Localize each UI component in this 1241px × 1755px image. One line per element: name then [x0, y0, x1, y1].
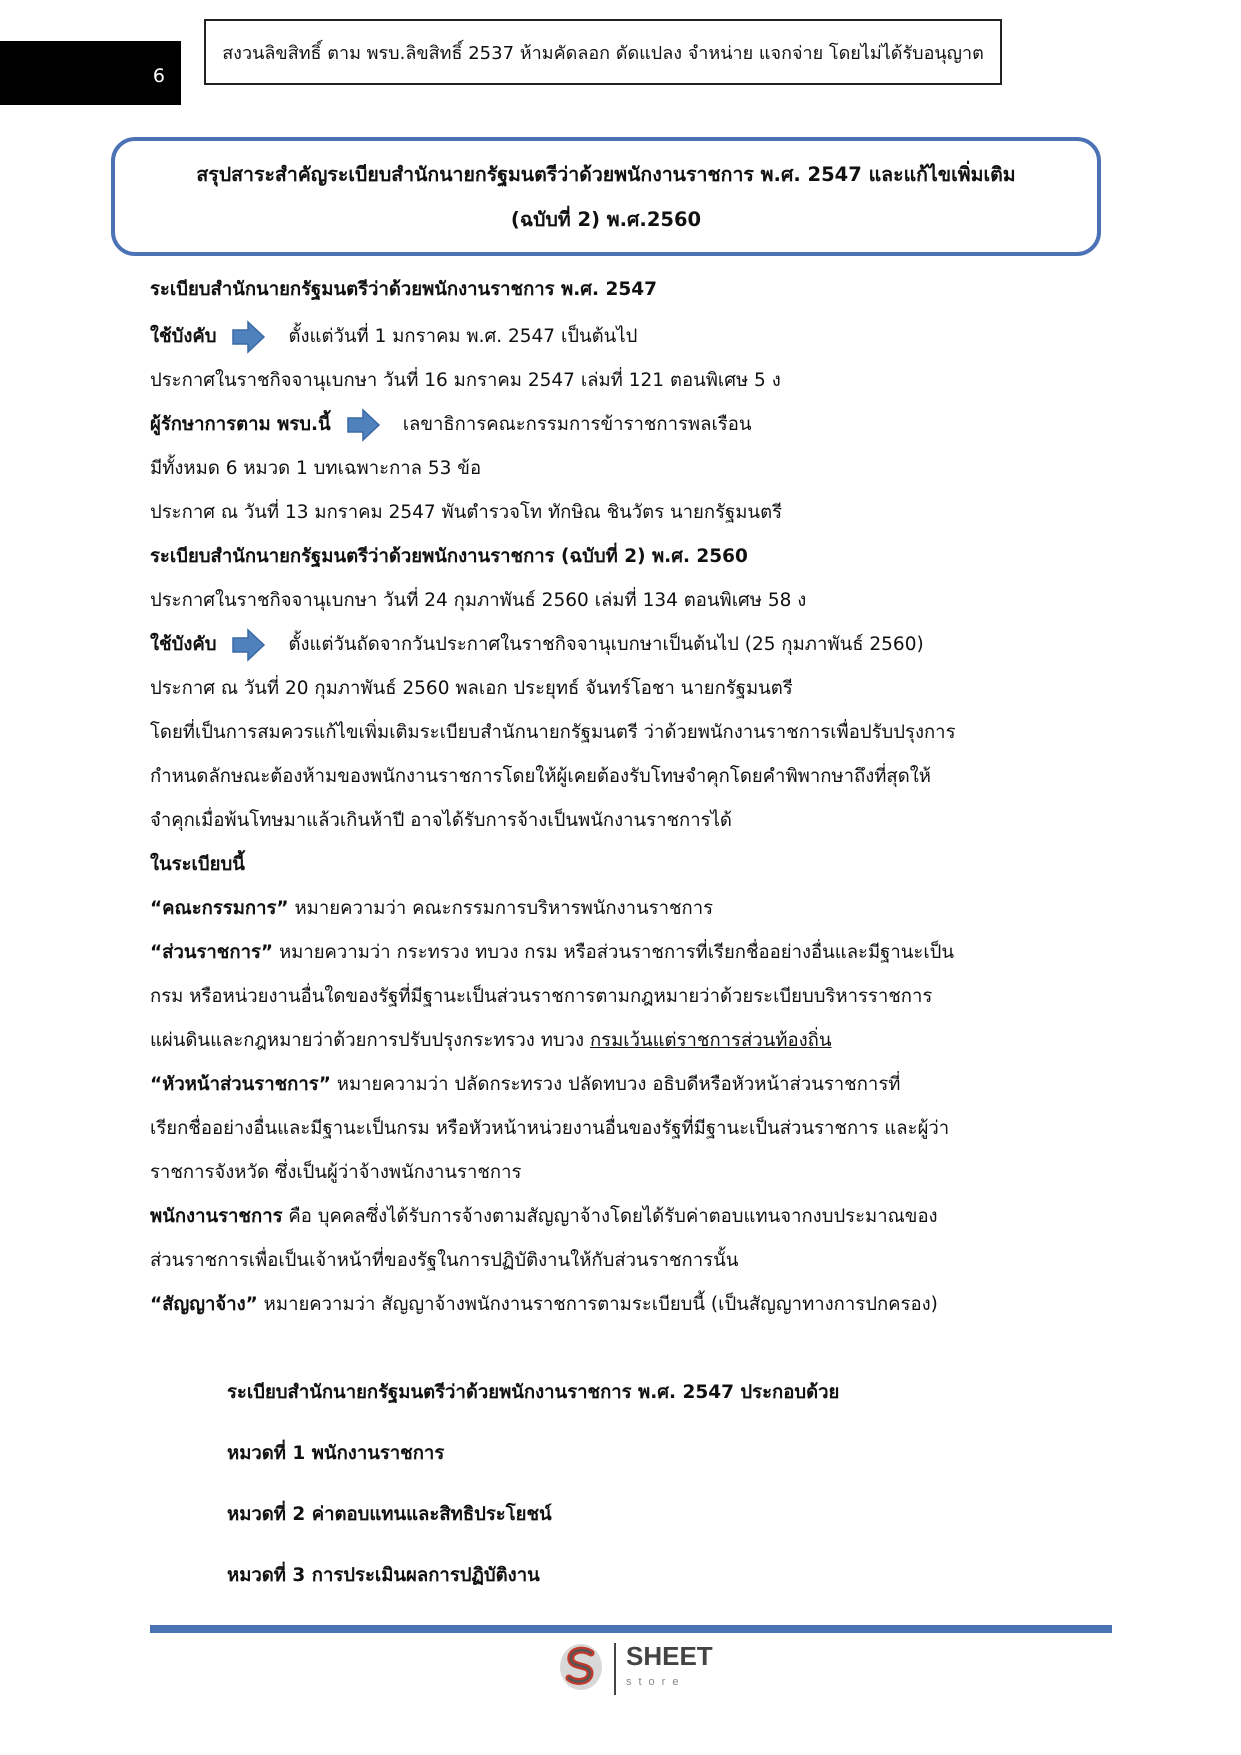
definition-head-cont-1: เรียกชื่ออย่างอื่นและมีฐานะเป็นกรม หรือหัวหน้าหน่วยงานอื่นของรัฐที่มีฐานะเป็นส่วนราชการ และผู้ว่า — [150, 1118, 950, 1139]
caretaker-label: ผู้รักษาการตาม พรบ.นี้ — [150, 414, 331, 435]
definition-head — [150, 1063, 1090, 1107]
section-item: หมวดที่ 2 ค่าตอบแทนและสิทธิประโยชน์ — [227, 1504, 552, 1525]
definition-agency-cont-1: กรม หรือหน่วยงานอื่นใดของรัฐที่มีฐานะเป็นส่วนราชการตามกฎหมายว่าด้วยระเบียบบริหารราชการ — [150, 986, 933, 1007]
definition-term: “สัญญาจ้าง” — [150, 1294, 258, 1315]
effective-2547-value: ตั้งแต่วันที่ 1 มกราคม พ.ศ. 2547 เป็นต้นไป — [288, 326, 638, 347]
definition-agency-cont-2 — [150, 1019, 1090, 1063]
structure-line: มีทั้งหมด 6 หมวด 1 บทเฉพาะกาล 53 ข้อ — [150, 458, 482, 479]
title-line-1: สรุปสาระสำคัญระเบียบสำนักนายกรัฐมนตรีว่าด้วยพนักงานราชการ พ.ศ. 2547 และแก้ไขเพิ่มเติม — [196, 162, 1016, 186]
definition-text: คือ บุคคลซึ่งได้รับการจ้างตามสัญญาจ้างโดยได้รับค่าตอบแทนจากงบประมาณของ — [282, 1206, 938, 1227]
section-item: หมวดที่ 1 พนักงานราชการ — [227, 1443, 445, 1464]
sections-intro: ระเบียบสำนักนายกรัฐมนตรีว่าด้วยพนักงานราชการ พ.ศ. 2547 ประกอบด้วย — [227, 1382, 840, 1403]
document-body — [150, 268, 1090, 1327]
effective-label: ใช้บังคับ — [150, 634, 217, 655]
definition-text: แผ่นดินและกฎหมายว่าด้วยการปรับปรุงกระทรวง ทบวง — [150, 1030, 590, 1051]
effective-label: ใช้บังคับ — [150, 326, 217, 347]
definition-term: “หัวหน้าส่วนราชการ” — [150, 1074, 331, 1095]
title-box — [111, 137, 1101, 256]
effective-2560-line — [150, 623, 1090, 667]
reason-line-2: กำหนดลักษณะต้องห้ามของพนักงานราชการโดยให้ผู้เคยต้องรับโทษจำคุกโดยคำพิพากษาถึงที่สุดให้ — [150, 766, 931, 787]
page-number-block — [0, 41, 181, 105]
s-logo-icon — [558, 1642, 604, 1696]
definition-contract — [150, 1283, 1090, 1327]
definition-agency — [150, 931, 1090, 975]
definition-text: หมายความว่า กระทรวง ทบวง กรม หรือส่วนราชการที่เรียกชื่ออย่างอื่นและมีฐานะเป็น — [273, 942, 955, 963]
logo-wordmark — [614, 1643, 713, 1695]
title-line-2: (ฉบับที่ 2) พ.ศ.2560 — [510, 207, 702, 231]
announced-2547: ประกาศ ณ วันที่ 13 มกราคม 2547 พันตำรวจโท ทักษิณ ชินวัตร นายกรัฐมนตรี — [150, 502, 783, 523]
definition-committee — [150, 887, 1090, 931]
right-arrow-icon — [232, 628, 266, 662]
logo-word: SHEET — [626, 1641, 713, 1671]
right-arrow-icon — [347, 408, 381, 442]
definition-text: หมายความว่า สัญญาจ้างพนักงานราชการตามระเบียบนี้ (เป็นสัญญาทางการปกครอง) — [257, 1294, 938, 1315]
underlined-exception: กรมเว้นแต่ราชการส่วนท้องถิ่น — [589, 1030, 832, 1051]
sheet-store-logo — [558, 1641, 728, 1697]
reason-line-1: โดยที่เป็นการสมควรแก้ไขเพิ่มเติมระเบียบสำนักนายกรัฐมนตรี ว่าด้วยพนักงานราชการเพื่อปรับปรุงการ — [150, 722, 956, 743]
gazette-2560: ประกาศในราชกิจจานุเบกษา วันที่ 24 กุมภาพันธ์ 2560 เล่มที่ 134 ตอนพิเศษ 58 ง — [150, 590, 807, 611]
sections-list — [227, 1362, 839, 1606]
definition-term: “คณะกรรมการ” — [150, 898, 289, 919]
caretaker-line — [150, 403, 1090, 447]
logo-subword: store — [626, 1676, 686, 1688]
right-arrow-icon — [232, 320, 266, 354]
definition-head-cont-2: ราชการจังหวัด ซึ่งเป็นผู้ว่าจ้างพนักงานราชการ — [150, 1162, 522, 1183]
definition-text: หมายความว่า ปลัดกระทรวง ปลัดทบวง อธิบดีหรือหัวหน้าส่วนราชการที่ — [330, 1074, 901, 1095]
definition-term: พนักงานราชการ — [150, 1206, 283, 1227]
page-number: 6 — [152, 65, 165, 87]
announced-2560: ประกาศ ณ วันที่ 20 กุมภาพันธ์ 2560 พลเอก ประยุทธ์ จันทร์โอชา นายกรัฐมนตรี — [150, 678, 793, 699]
definition-employee — [150, 1195, 1090, 1239]
section-item: หมวดที่ 3 การประเมินผลการปฏิบัติงาน — [227, 1565, 540, 1586]
footer-divider — [150, 1625, 1112, 1633]
definition-text: หมายความว่า คณะกรรมการบริหารพนักงานราชการ — [288, 898, 714, 919]
copyright-notice: สงวนลิขสิทธิ์ ตาม พรบ.ลิขสิทธิ์ 2537 ห้ามคัดลอก ดัดแปลง จำหน่าย แจกจ่าย โดยไม่ได้รับอนุญาต — [204, 19, 1002, 85]
reg-2560-heading: ระเบียบสำนักนายกรัฐมนตรีว่าด้วยพนักงานราชการ (ฉบับที่ 2) พ.ศ. 2560 — [150, 546, 748, 567]
definitions-heading: ในระเบียบนี้ — [150, 854, 245, 875]
reg-2547-heading: ระเบียบสำนักนายกรัฐมนตรีว่าด้วยพนักงานราชการ พ.ศ. 2547 — [150, 279, 657, 300]
gazette-2547: ประกาศในราชกิจจานุเบกษา วันที่ 16 มกราคม 2547 เล่มที่ 121 ตอนพิเศษ 5 ง — [150, 370, 781, 391]
definition-employee-cont: ส่วนราชการเพื่อเป็นเจ้าหน้าที่ของรัฐในการปฏิบัติงานให้กับส่วนราชการนั้น — [150, 1250, 739, 1271]
caretaker-value: เลขาธิการคณะกรรมการข้าราชการพลเรือน — [402, 414, 752, 435]
reason-line-3: จำคุกเมื่อพ้นโทษมาแล้วเกินห้าปี อาจได้รับการจ้างเป็นพนักงานราชการได้ — [150, 810, 732, 831]
definition-term: “ส่วนราชการ” — [150, 942, 274, 963]
effective-2547-line — [150, 315, 1090, 359]
effective-2560-value: ตั้งแต่วันถัดจากวันประกาศในราชกิจจานุเบกษาเป็นต้นไป (25 กุมภาพันธ์ 2560) — [288, 634, 924, 655]
